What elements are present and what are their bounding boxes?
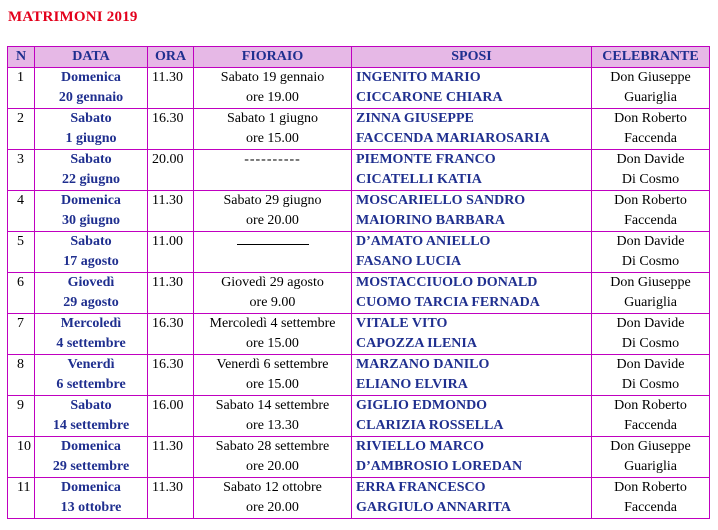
time-cell: 20.00 <box>148 150 194 191</box>
spouses-cell <box>352 273 592 314</box>
row-number: 8 <box>8 355 35 396</box>
fioraio-line-2: ore 20.00 <box>246 459 299 474</box>
fioraio-cell <box>194 150 352 191</box>
header-fioraio: FIORAIO <box>194 47 352 68</box>
spouse-2: MAIORINO BARBARA <box>356 213 505 228</box>
spouse-1: ERRA FRANCESCO <box>356 480 486 495</box>
date-cell <box>35 232 148 273</box>
spouse-2: CICCARONE CHIARA <box>356 90 503 105</box>
celebrant-cell <box>592 355 710 396</box>
fioraio-line-1: ---------- <box>244 152 301 167</box>
date: 4 settembre <box>56 336 126 351</box>
date-cell <box>35 273 148 314</box>
table-row <box>8 232 710 273</box>
time-cell: 16.00 <box>148 396 194 437</box>
fioraio-line-2: ore 15.00 <box>246 336 299 351</box>
spouse-1: MARZANO DANILO <box>356 357 490 372</box>
celebrant-line-2: Di Cosmo <box>621 336 680 351</box>
spouse-1: PIEMONTE FRANCO <box>356 152 496 167</box>
date: 20 gennaio <box>58 90 124 105</box>
fioraio-cell <box>194 232 352 273</box>
spouse-2: FACCENDA MARIAROSARIA <box>356 131 550 146</box>
fioraio-cell <box>194 396 352 437</box>
fioraio-cell <box>194 314 352 355</box>
celebrant-line-2: Guariglia <box>624 90 677 105</box>
fioraio-line-2: ore 15.00 <box>246 131 299 146</box>
date-cell <box>35 150 148 191</box>
row-number: 1 <box>8 68 35 109</box>
date-cell <box>35 109 148 150</box>
fioraio-line-1: Mercoledì 4 settembre <box>209 316 336 331</box>
row-number: 2 <box>8 109 35 150</box>
weekday: Giovedì <box>67 275 115 290</box>
celebrant-line-2: Faccenda <box>624 213 677 228</box>
header-n: N <box>8 47 35 68</box>
celebrant-line-1: Don Giuseppe <box>610 439 691 454</box>
header-row <box>8 47 710 68</box>
time-cell: 11.30 <box>148 68 194 109</box>
celebrant-cell <box>592 68 710 109</box>
time-cell: 11.30 <box>148 478 194 519</box>
date: 14 settembre <box>52 418 130 433</box>
celebrant-line-1: Don Davide <box>616 357 685 372</box>
spouse-2: GARGIULO ANNARITA <box>356 500 511 515</box>
time-cell: 16.30 <box>148 314 194 355</box>
celebrant-line-1: Don Davide <box>616 316 685 331</box>
table-row <box>8 478 710 519</box>
row-number: 11 <box>8 478 35 519</box>
celebrant-cell <box>592 109 710 150</box>
spouses-cell <box>352 191 592 232</box>
table-row <box>8 150 710 191</box>
weekday: Sabato <box>70 234 112 249</box>
celebrant-line-2: Di Cosmo <box>621 172 680 187</box>
date-cell <box>35 314 148 355</box>
spouse-2: FASANO LUCIA <box>356 254 462 269</box>
row-number: 10 <box>8 437 35 478</box>
celebrant-line-2: Di Cosmo <box>621 254 680 269</box>
spouses-cell <box>352 68 592 109</box>
row-number: 6 <box>8 273 35 314</box>
time-cell: 11.30 <box>148 437 194 478</box>
fioraio-line-1: Giovedì 29 agosto <box>221 275 324 290</box>
weekday: Mercoledì <box>60 316 122 331</box>
row-number: 5 <box>8 232 35 273</box>
fioraio-line-2: ore 20.00 <box>246 500 299 515</box>
weekday: Domenica <box>61 439 121 454</box>
celebrant-cell <box>592 396 710 437</box>
table-row <box>8 191 710 232</box>
spouse-2: D’AMBROSIO LOREDAN <box>356 459 523 474</box>
date: 29 agosto <box>63 295 119 310</box>
celebrant-line-1: Don Roberto <box>614 111 687 126</box>
celebrant-cell <box>592 437 710 478</box>
spouse-1: MOSCARIELLO SANDRO <box>356 193 526 208</box>
celebrant-line-1: Don Giuseppe <box>610 275 691 290</box>
spouses-cell <box>352 437 592 478</box>
celebrant-line-1: Don Davide <box>616 234 685 249</box>
celebrant-cell <box>592 478 710 519</box>
row-number: 9 <box>8 396 35 437</box>
weekday: Domenica <box>61 480 121 495</box>
fioraio-line-2: ore 19.00 <box>246 90 299 105</box>
date: 22 giugno <box>62 172 120 187</box>
fioraio-cell <box>194 191 352 232</box>
fioraio-line-2: ore 9.00 <box>249 295 296 310</box>
fioraio-cell <box>194 109 352 150</box>
spouse-2: CAPOZZA ILENIA <box>356 336 477 351</box>
celebrant-line-1: Don Giuseppe <box>610 70 691 85</box>
time-cell: 11.30 <box>148 273 194 314</box>
celebrant-line-2: Faccenda <box>624 500 677 515</box>
fioraio-line-2: ore 20.00 <box>246 213 299 228</box>
row-number: 4 <box>8 191 35 232</box>
celebrant-line-2: Guariglia <box>624 295 677 310</box>
fioraio-line-2: ore 13.30 <box>246 418 299 433</box>
weekday: Sabato <box>70 111 112 126</box>
celebrant-cell <box>592 273 710 314</box>
time-cell: 16.30 <box>148 355 194 396</box>
celebrant-cell <box>592 191 710 232</box>
fioraio-cell <box>194 273 352 314</box>
table-row <box>8 273 710 314</box>
weekday: Domenica <box>61 193 121 208</box>
spouses-cell <box>352 150 592 191</box>
weekday: Sabato <box>70 398 112 413</box>
header-data: DATA <box>35 47 148 68</box>
celebrant-line-2: Faccenda <box>624 418 677 433</box>
page-title: MATRIMONI 2019 <box>8 9 138 25</box>
spouse-2: CICATELLI KATIA <box>356 172 482 187</box>
row-number: 3 <box>8 150 35 191</box>
spouse-1: GIGLIO EDMONDO <box>356 398 488 413</box>
celebrant-cell <box>592 150 710 191</box>
fioraio-cell <box>194 437 352 478</box>
spouses-cell <box>352 109 592 150</box>
weekday: Sabato <box>70 152 112 167</box>
fioraio-line-1: Sabato 28 settembre <box>215 439 330 454</box>
time-cell: 16.30 <box>148 109 194 150</box>
weddings-table <box>7 46 710 519</box>
weekday: Domenica <box>61 70 121 85</box>
spouse-2: CUOMO TARCIA FERNADA <box>356 295 540 310</box>
date-cell <box>35 355 148 396</box>
fioraio-line-2: ore 15.00 <box>246 377 299 392</box>
spouse-1: ZINNA GIUSEPPE <box>356 111 474 126</box>
fioraio-line-1: Venerdì 6 settembre <box>216 357 329 372</box>
date-cell <box>35 478 148 519</box>
time-cell: 11.30 <box>148 191 194 232</box>
fioraio-cell <box>194 355 352 396</box>
table-row <box>8 109 710 150</box>
date: 1 giugno <box>65 131 117 146</box>
date-cell <box>35 396 148 437</box>
celebrant-line-1: Don Davide <box>616 152 685 167</box>
spouse-1: RIVIELLO MARCO <box>356 439 484 454</box>
celebrant-cell <box>592 232 710 273</box>
table-row <box>8 437 710 478</box>
spouse-1: D’AMATO ANIELLO <box>356 234 491 249</box>
spouse-2: CLARIZIA ROSSELLA <box>356 418 504 433</box>
spouses-cell <box>352 478 592 519</box>
spouses-cell <box>352 396 592 437</box>
header-ora: ORA <box>148 47 194 68</box>
blank-line <box>237 233 309 245</box>
date: 13 ottobre <box>60 500 122 515</box>
celebrant-line-2: Guariglia <box>624 459 677 474</box>
spouse-1: INGENITO MARIO <box>356 70 481 85</box>
date: 30 giugno <box>62 213 120 228</box>
header-sposi: SPOSI <box>352 47 592 68</box>
table-row <box>8 355 710 396</box>
spouse-1: VITALE VITO <box>356 316 448 331</box>
fioraio-cell <box>194 68 352 109</box>
celebrant-line-1: Don Roberto <box>614 398 687 413</box>
date-cell <box>35 191 148 232</box>
weekday: Venerdì <box>67 357 115 372</box>
fioraio-line-1: Sabato 29 giugno <box>223 193 322 208</box>
celebrant-cell <box>592 314 710 355</box>
time-cell: 11.00 <box>148 232 194 273</box>
fioraio-cell <box>194 478 352 519</box>
fioraio-line-1: Sabato 12 ottobre <box>223 480 322 495</box>
date: 17 agosto <box>63 254 119 269</box>
row-number: 7 <box>8 314 35 355</box>
fioraio-line-1: Sabato 19 gennaio <box>220 70 325 85</box>
date-cell <box>35 437 148 478</box>
spouses-cell <box>352 232 592 273</box>
spouse-1: MOSTACCIUOLO DONALD <box>356 275 538 290</box>
spouses-cell <box>352 355 592 396</box>
fioraio-line-1: Sabato 14 settembre <box>215 398 330 413</box>
table-row <box>8 314 710 355</box>
spouses-cell <box>352 314 592 355</box>
spouse-2: ELIANO ELVIRA <box>356 377 468 392</box>
fioraio-line-1: Sabato 1 giugno <box>227 111 318 126</box>
celebrant-line-2: Faccenda <box>624 131 677 146</box>
table-row <box>8 68 710 109</box>
table-row <box>8 396 710 437</box>
date: 6 settembre <box>56 377 126 392</box>
date-cell <box>35 68 148 109</box>
date: 29 settembre <box>52 459 130 474</box>
celebrant-line-2: Di Cosmo <box>621 377 680 392</box>
header-celebrante: CELEBRANTE <box>592 47 710 68</box>
celebrant-line-1: Don Roberto <box>614 480 687 495</box>
celebrant-line-1: Don Roberto <box>614 193 687 208</box>
